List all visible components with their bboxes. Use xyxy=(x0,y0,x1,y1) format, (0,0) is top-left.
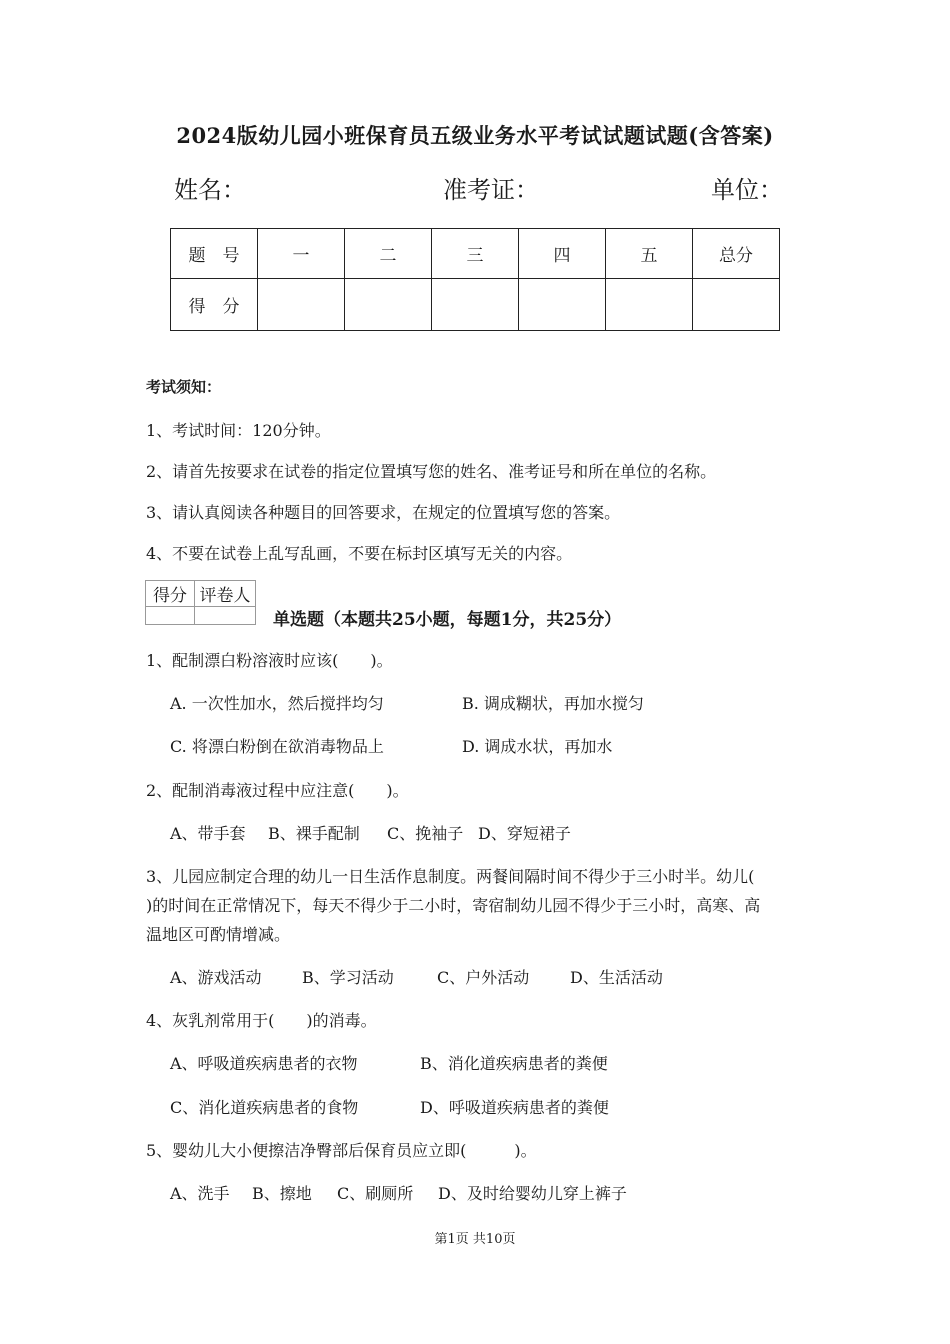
score-header-cell: 四 xyxy=(519,229,606,279)
score-cell xyxy=(519,279,606,331)
option-3b: B、学习活动 xyxy=(302,968,394,987)
option-3a: A、游戏活动 xyxy=(170,968,262,987)
option-1c: C. 将漂白粉倒在欲消毒物品上 xyxy=(170,737,384,756)
question-3-line: 3、儿园应制定合理的幼儿一日生活作息制度。两餐间隔时间不得少于三小时半。幼儿( xyxy=(146,867,755,886)
grader-score-label: 得分 xyxy=(146,581,195,607)
score-header-cell: 一 xyxy=(258,229,345,279)
section-title: 单选题（本题共25小题，每题1分，共25分） xyxy=(273,610,622,630)
score-table-score-row xyxy=(171,279,780,331)
score-header-cell: 总分 xyxy=(693,229,780,279)
question-1: 1、配制漂白粉溶液时应该( )。 xyxy=(146,651,393,670)
grader-box xyxy=(145,580,256,625)
score-cell xyxy=(606,279,693,331)
option-2a: A、带手套 xyxy=(170,824,246,843)
notice-heading: 考试须知： xyxy=(146,378,222,396)
option-2b: B、裸手配制 xyxy=(268,824,360,843)
grader-reviewer-cell xyxy=(195,607,256,625)
grader-score-cell xyxy=(146,607,195,625)
question-4: 4、灰乳剂常用于( )的消毒。 xyxy=(146,1011,377,1030)
page-footer: 第1页 共10页 xyxy=(434,1232,516,1247)
score-header-cell: 五 xyxy=(606,229,693,279)
score-table-header-row xyxy=(171,229,780,279)
option-4a: A、呼吸道疾病患者的衣物 xyxy=(170,1054,358,1073)
option-5d: D、及时给婴幼儿穿上裤子 xyxy=(438,1184,627,1203)
option-4b: B、消化道疾病患者的粪便 xyxy=(420,1054,608,1073)
option-3d: D、生活活动 xyxy=(570,968,663,987)
option-5b: B、擦地 xyxy=(252,1184,312,1203)
unit-label: 单位： xyxy=(711,176,783,204)
score-table xyxy=(170,228,780,331)
option-3c: C、户外活动 xyxy=(437,968,530,987)
notice-item: 3、请认真阅读各种题目的回答要求，在规定的位置填写您的答案。 xyxy=(146,503,621,522)
option-4c: C、消化道疾病患者的食物 xyxy=(170,1098,359,1117)
option-5a: A、洗手 xyxy=(170,1184,230,1203)
question-2: 2、配制消毒液过程中应注意( )。 xyxy=(146,781,409,800)
grader-reviewer-label: 评卷人 xyxy=(195,581,256,607)
score-cell xyxy=(693,279,780,331)
exam-id-label: 准考证： xyxy=(443,176,539,204)
option-2c: C、挽袖子 xyxy=(387,824,464,843)
page-title: 2024版幼儿园小班保育员五级业务水平考试试题试题(含答案) xyxy=(176,123,774,148)
question-3-line: 温地区可酌情增减。 xyxy=(146,925,291,944)
score-row-label: 得 分 xyxy=(171,279,258,331)
score-header-cell: 题 号 xyxy=(171,229,258,279)
question-5: 5、婴幼儿大小便擦洁净臀部后保育员应立即( )。 xyxy=(146,1141,537,1160)
option-5c: C、刷厕所 xyxy=(337,1184,414,1203)
option-4d: D、呼吸道疾病患者的粪便 xyxy=(420,1098,609,1117)
notice-item: 4、不要在试卷上乱写乱画，不要在标封区填写无关的内容。 xyxy=(146,544,573,563)
score-header-cell: 二 xyxy=(345,229,432,279)
option-1a: A. 一次性加水，然后搅拌均匀 xyxy=(170,694,384,713)
score-cell xyxy=(345,279,432,331)
score-cell xyxy=(258,279,345,331)
question-3-line: )的时间在正常情况下，每天不得少于二小时，寄宿制幼儿园不得少于三小时，高寒、高 xyxy=(146,896,761,915)
option-2d: D、穿短裙子 xyxy=(478,824,571,843)
notice-item: 1、考试时间：120分钟。 xyxy=(146,421,331,440)
score-header-cell: 三 xyxy=(432,229,519,279)
score-cell xyxy=(432,279,519,331)
option-1d: D. 调成水状，再加水 xyxy=(462,737,613,756)
option-1b: B. 调成糊状，再加水搅匀 xyxy=(462,694,644,713)
notice-item: 2、请首先按要求在试卷的指定位置填写您的姓名、准考证号和所在单位的名称。 xyxy=(146,462,717,481)
name-label: 姓名： xyxy=(174,176,246,204)
